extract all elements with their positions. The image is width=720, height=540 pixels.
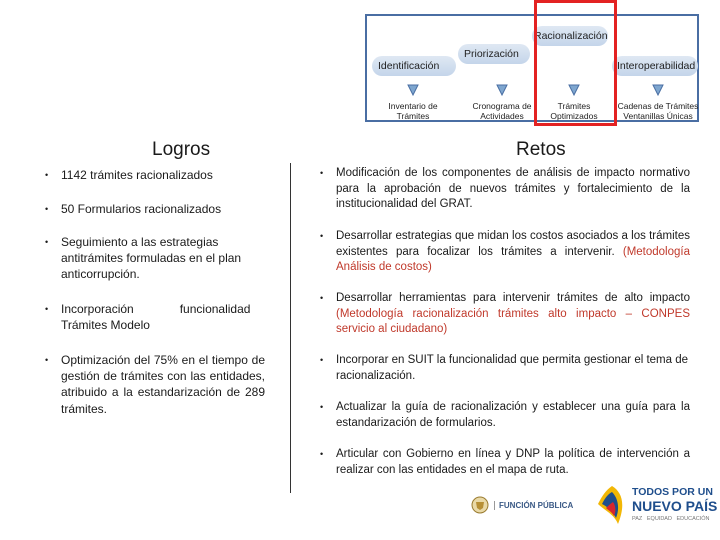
arrow-down-icon	[406, 84, 420, 96]
logro-item: • Incorporación funcionalidad Trámites Modelo	[45, 302, 251, 333]
country-logo-icon	[596, 484, 628, 526]
logros-title: Logros	[152, 139, 211, 160]
stage-identificacion: Identificación	[372, 56, 456, 76]
reto-item: • Articular con Gobierno en línea y DNP la política de intervención a realizar con las entidades en el mapa de ruta.	[320, 448, 690, 476]
arrow-down-icon	[651, 84, 665, 96]
highlight-box	[534, 0, 617, 126]
coat-of-arms-icon	[470, 495, 490, 515]
reto-item: • Modificación de los componentes de análisis de impacto normativo para la aprobación de nuevos trámites y fortalecimiento de la institucionalidad del GRAT.	[320, 167, 690, 211]
reto-note: (Metodología racionalización trámites alto impacto – CONPES servicio al ciudadano)	[336, 307, 690, 336]
step-optimizados: Trámites Optimizados	[550, 101, 598, 121]
stage-priorizacion: Priorización	[458, 44, 530, 64]
reto-item: • Desarrollar estrategias que midan los costos asociados a los trámites existentes para focalizar los trámites a intervenir. (Metodología Análisis de costos)	[320, 230, 690, 274]
step-inventario: Inventario de Trámites	[388, 101, 438, 121]
stage-racionalizacion: Racionalización	[532, 26, 608, 46]
todos-por-un-nuevo-pais-logo: TODOS POR UN NUEVO PAÍS PAZ EQUIDAD EDUCACIÓN	[596, 478, 714, 534]
step-cronograma: Cronograma de Actividades	[472, 101, 532, 121]
arrow-down-icon	[495, 84, 509, 96]
reto-item: • Actualizar la guía de racionalización y establecer una guía para la estandarización de formularios.	[320, 401, 690, 429]
step-cadenas: Cadenas de Trámites Ventanillas Únicas	[617, 101, 699, 121]
reto-item: • Incorporar en SUIT la funcionalidad que permita gestionar el tema de racionalización.	[320, 354, 689, 382]
column-divider	[290, 163, 291, 493]
logro-item: • Optimización del 75% en el tiempo de gestión de trámites con las entidades, atribuido a la estandarización de 289 trámites.	[45, 353, 265, 416]
retos-title: Retos	[516, 139, 566, 160]
logro-item: • 50 Formularios racionalizados	[45, 202, 222, 216]
funcion-publica-logo: FUNCIÓN PÚBLICA	[470, 485, 585, 525]
stage-interoperabilidad: Interoperabilidad	[612, 56, 698, 76]
logro-item: • 1142 trámites racionalizados	[45, 168, 213, 182]
reto-item: • Desarrollar herramientas para intervenir trámites de alto impacto (Metodología racionalización trámites alto impacto – CONPES servicio al ciudadano)	[320, 292, 690, 336]
reto-note: (Metodología Análisis de costos)	[336, 245, 690, 274]
logro-item: • Seguimiento a las estrategias antitrámites formuladas en el plan anticorrupción.	[45, 235, 242, 282]
